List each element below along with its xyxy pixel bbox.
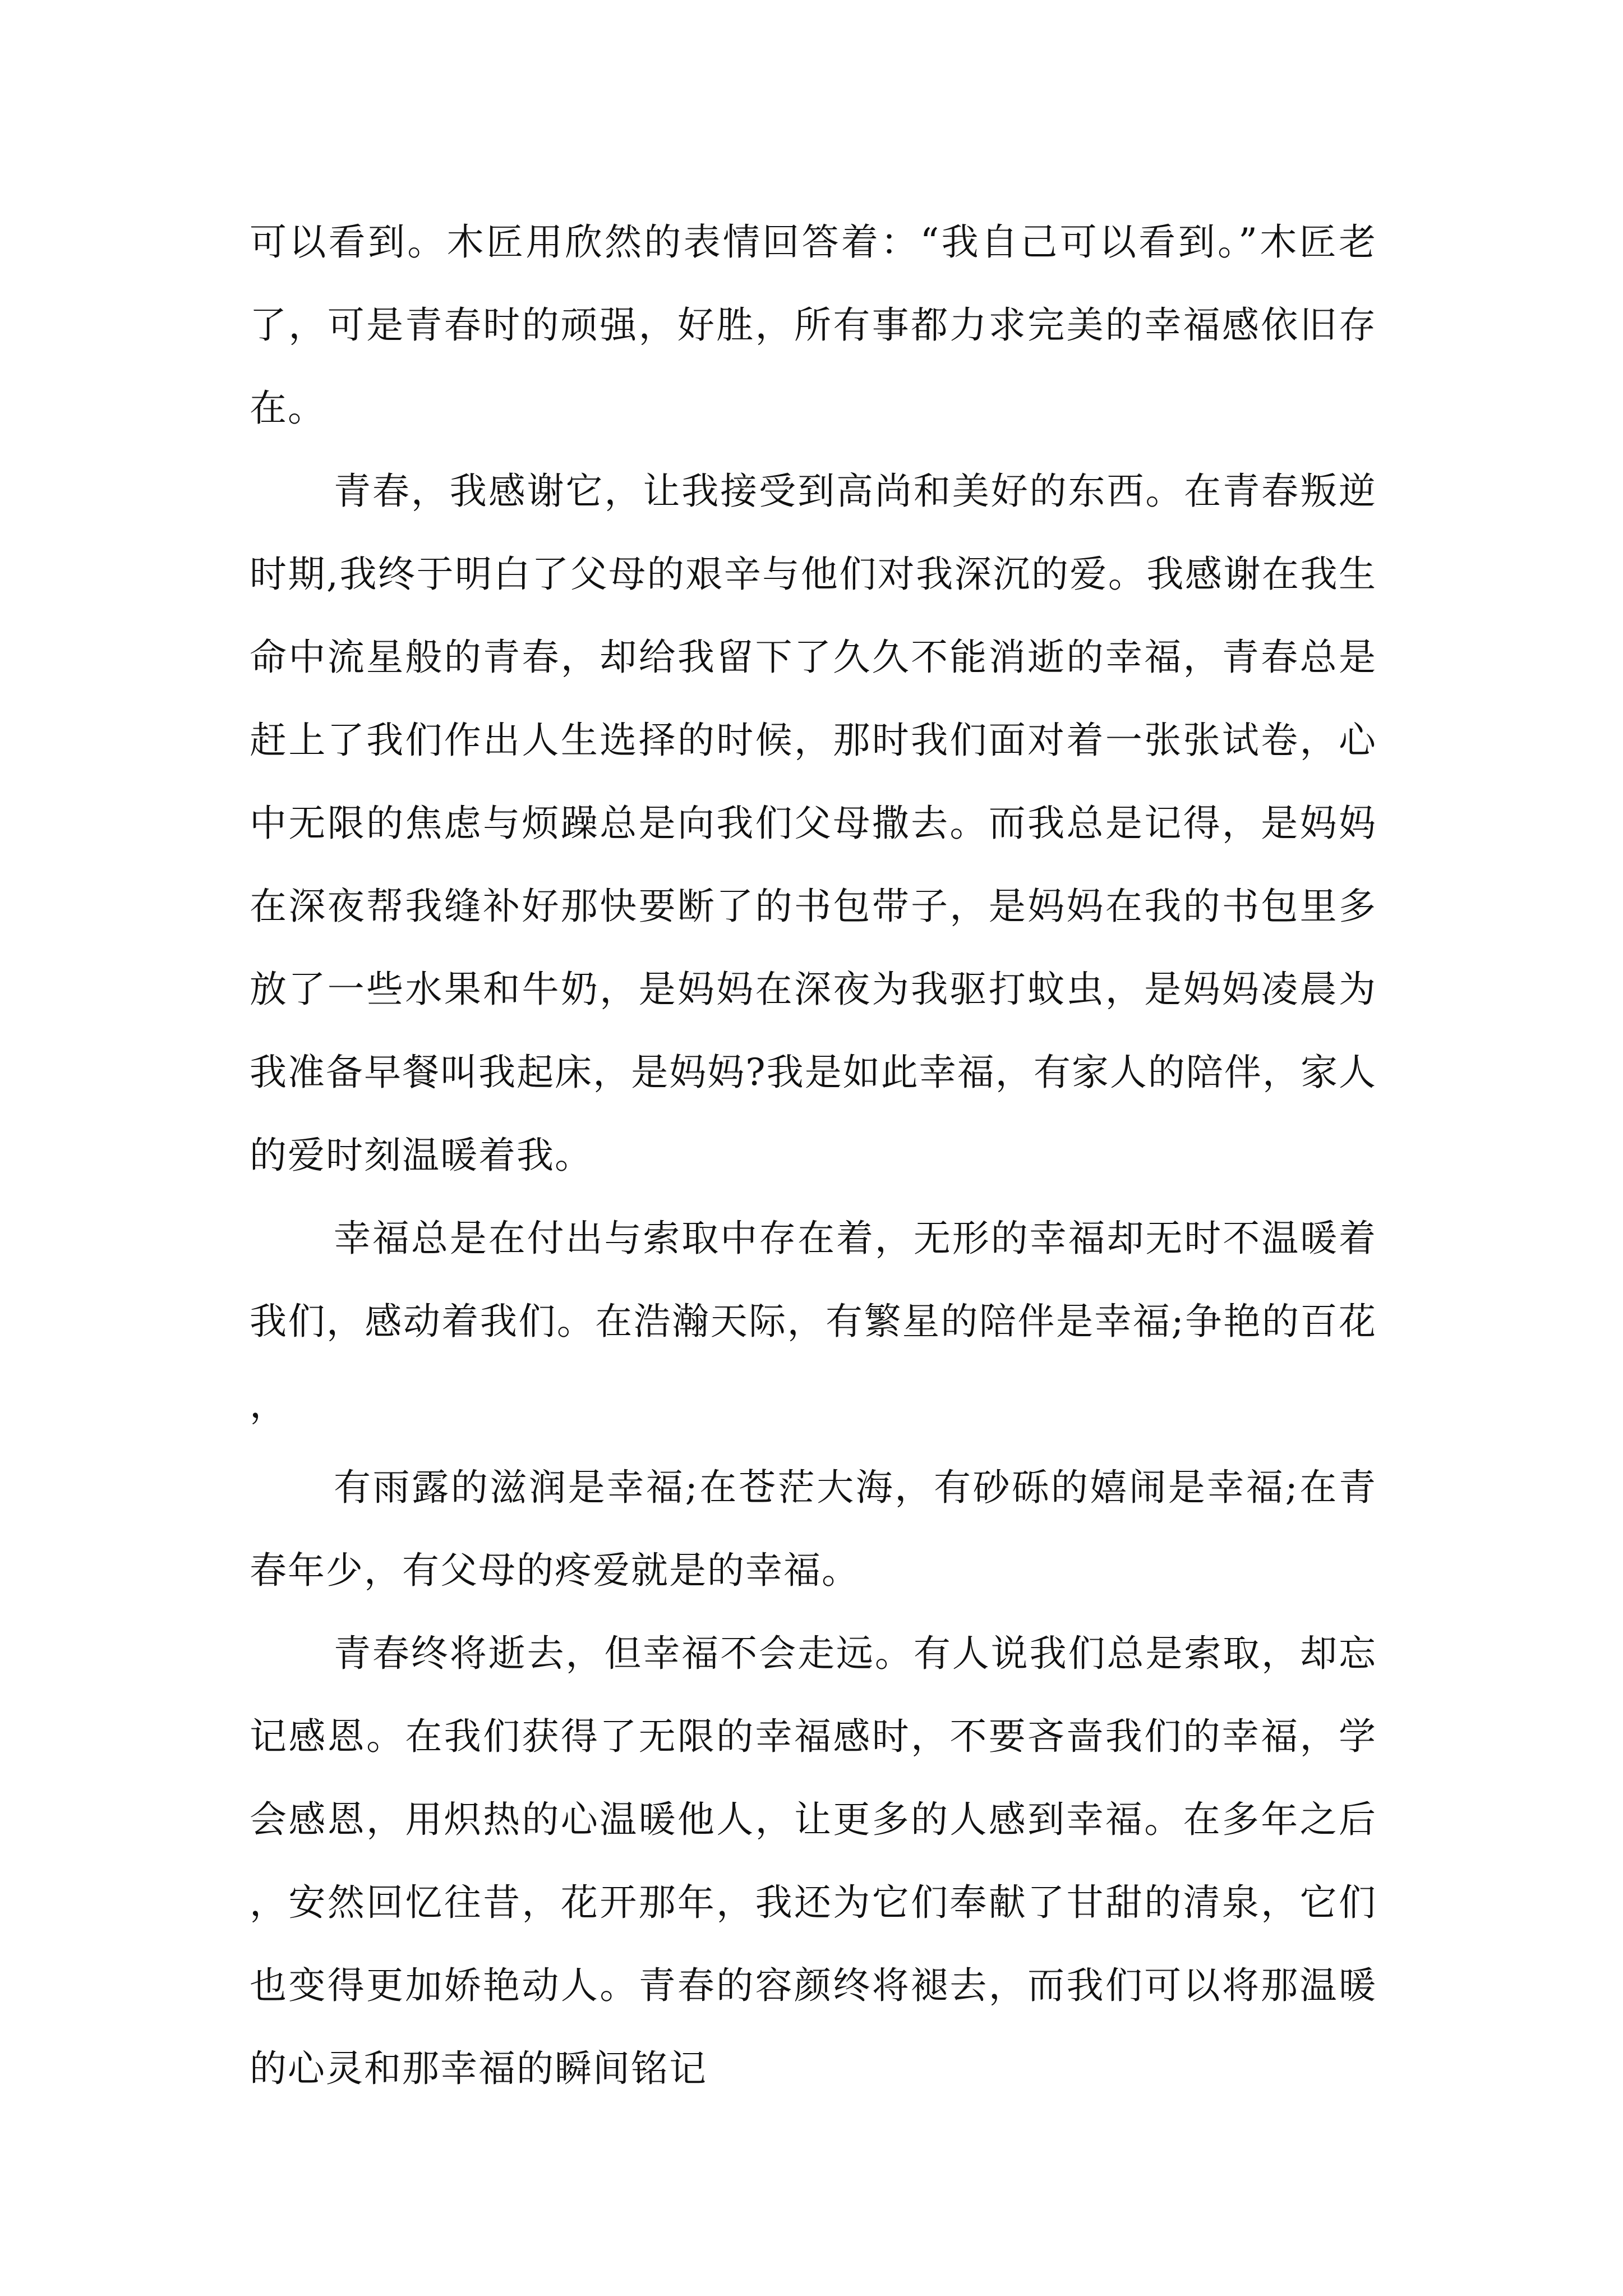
paragraph-4: 有雨露的滋润是幸福;在苍茫大海，有砂砾的嬉闹是幸福;在青春年少，有父母的疼爱就是的幸福。 xyxy=(250,1466,1377,1592)
paragraph-1: 可以看到。木匠用欣然的表情回答着：“我自己可以看到。”木匠老了，可是青春时的顽强，好胜，所有事都力求完美的幸福感依旧存在。 xyxy=(250,220,1377,430)
body-text xyxy=(250,201,1377,2110)
paragraph-3: 幸福总是在付出与索取中存在着，无形的幸福却无时不温暖着我们，感动着我们。在浩瀚天际，有繁星的陪伴是幸福;争艳的百花， xyxy=(250,1217,1377,1426)
paragraph-5: 青春终将逝去，但幸福不会走远。有人说我们总是索取，却忘记感恩。在我们获得了无限的幸福感时，不要吝啬我们的幸福，学会感恩，用炽热的心温暖他人，让更多的人感到幸福。在多年之后，安然回忆往昔，花开那年，我还为它们奉献了甘甜的清泉，它们也变得更加娇艳动人。青春的容颜终将褪去，而我们可以将那温暖的心灵和那幸福的瞬间铭记 xyxy=(250,1632,1377,2090)
paragraph-2: 青春，我感谢它，让我接受到高尚和美好的东西。在青春叛逆时期,我终于明白了父母的艰辛与他们对我深沉的爱。我感谢在我生命中流星般的青春，却给我留下了久久不能消逝的幸福，青春总是赶上了我们作出人生选择的时候，那时我们面对着一张张试卷，心中无限的焦虑与烦躁总是向我们父母撒去。而我总是记得，是妈妈在深夜帮我缝补好那快要断了的书包带子，是妈妈在我的书包里多放了一些水果和牛奶，是妈妈在深夜为我驱打蚊虫，是妈妈凌晨为我准备早餐叫我起床，是妈妈?我是如此幸福，有家人的陪伴，家人的爱时刻温暖着我。 xyxy=(250,470,1377,1177)
